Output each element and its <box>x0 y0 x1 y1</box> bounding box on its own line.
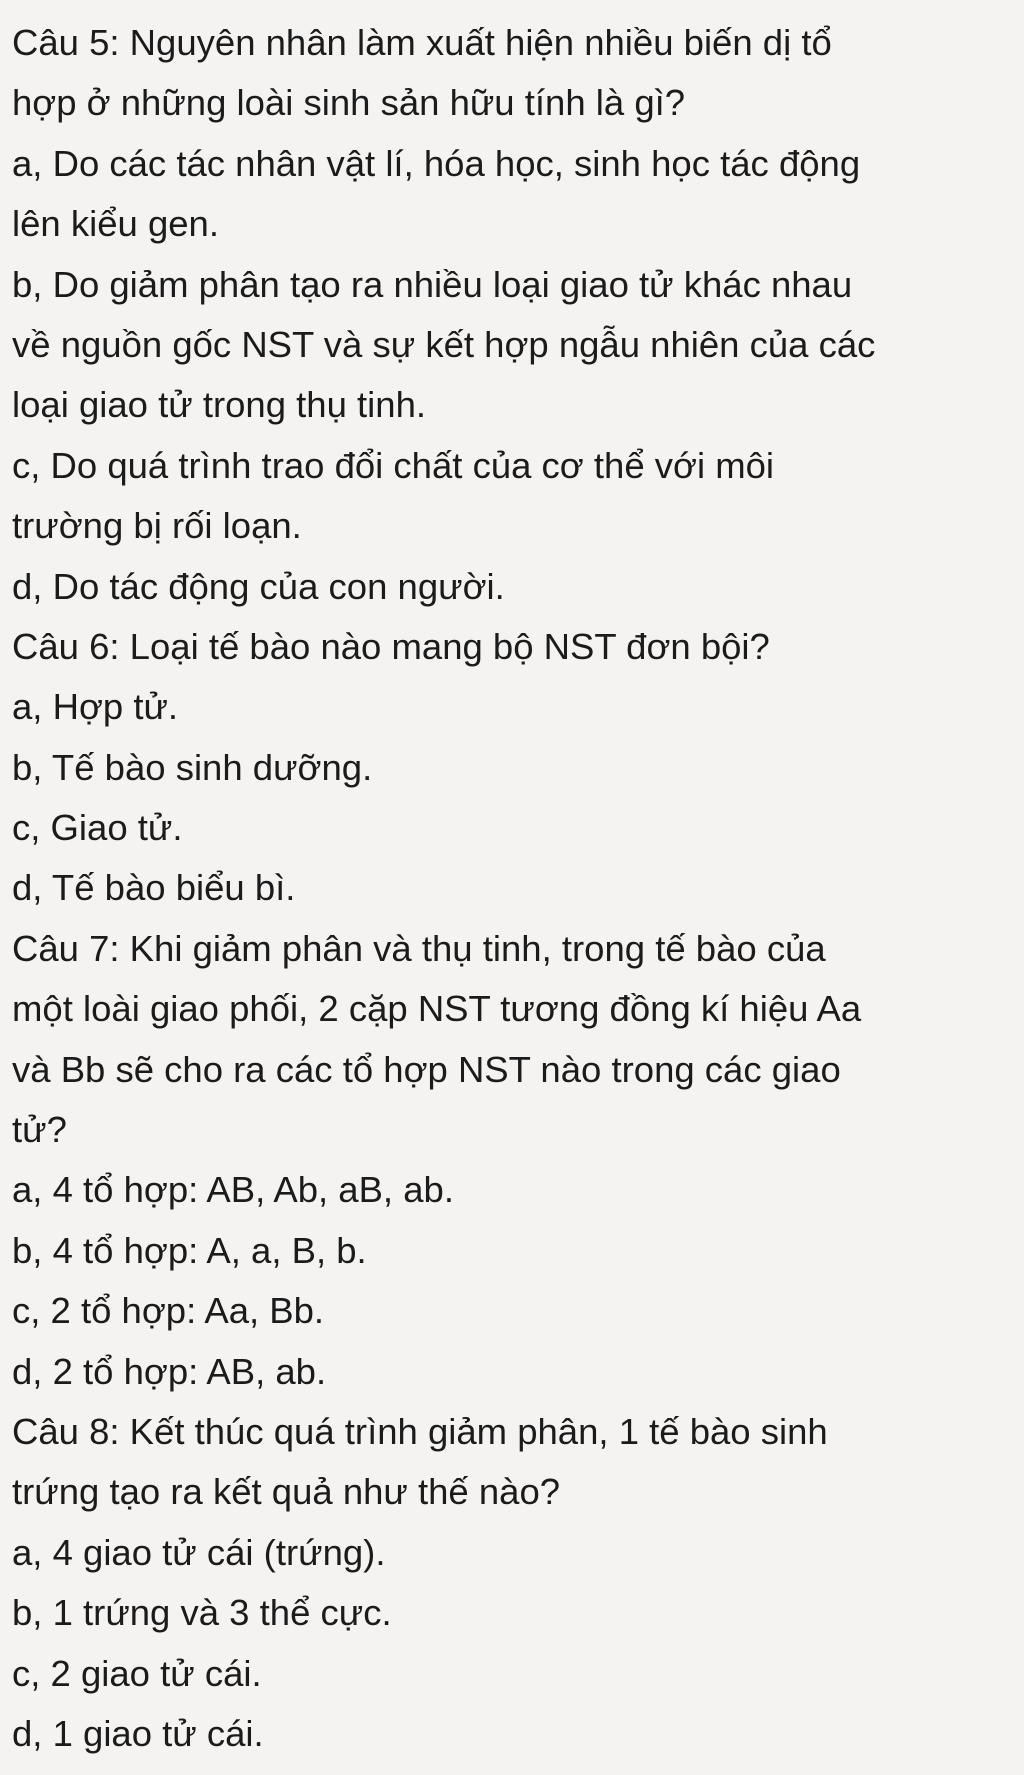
question-5-option-a-line-2: lên kiểu gen. <box>12 203 219 245</box>
question-7-option-d: d, 2 tổ hợp: AB, ab. <box>12 1350 327 1392</box>
question-5-text-line-2: hợp ở những loài sinh sản hữu tính là gì? <box>12 82 686 124</box>
question-7-option-a: a, 4 tổ hợp: AB, Ab, aB, ab. <box>12 1169 454 1211</box>
question-6-option-c: c, Giao tử. <box>12 807 183 849</box>
question-8-text-line-1: Câu 8: Kết thúc quá trình giảm phân, 1 tế bào sinh <box>12 1410 828 1452</box>
question-8-option-a: a, 4 giao tử cái (trứng). <box>12 1531 386 1573</box>
question-8-option-c: c, 2 giao tử cái. <box>12 1652 262 1694</box>
question-5-option-b-line-2: về nguồn gốc NST và sự kết hợp ngẫu nhiên của các <box>12 323 876 365</box>
question-7-text-line-4: tử? <box>12 1109 67 1151</box>
question-7-option-c: c, 2 tổ hợp: Aa, Bb. <box>12 1290 325 1332</box>
question-7-text-line-2: một loài giao phối, 2 cặp NST tương đồng kí hiệu Aa <box>12 988 862 1030</box>
question-5-option-c-line-1: c, Do quá trình trao đổi chất của cơ thể với môi <box>12 444 775 486</box>
question-5 <box>12 13 984 617</box>
question-7-text-line-3: và Bb sẽ cho ra các tổ hợp NST nào trong các giao <box>12 1048 841 1090</box>
question-6-option-b: b, Tế bào sinh dưỡng. <box>12 746 373 788</box>
question-8 <box>12 1402 984 1764</box>
question-5-text-line-1: Câu 5: Nguyên nhân làm xuất hiện nhiều biến dị tổ <box>12 22 832 63</box>
question-5-option-a-line-1: a, Do các tác nhân vật lí, hóa học, sinh học tác động <box>12 142 861 184</box>
question-7-text-line-1: Câu 7: Khi giảm phân và thụ tinh, trong tế bào của <box>12 927 826 969</box>
question-8-option-d: d, 1 giao tử cái. <box>12 1712 264 1754</box>
question-8-text-line-2: trứng tạo ra kết quả như thế nào? <box>12 1471 561 1513</box>
question-6-option-d: d, Tế bào biểu bì. <box>12 867 296 909</box>
question-6-text: Câu 6: Loại tế bào nào mang bộ NST đơn bội? <box>12 625 770 667</box>
question-5-option-d: d, Do tác động của con người. <box>12 565 505 607</box>
question-5-option-b-line-3: loại giao tử trong thụ tinh. <box>12 384 427 426</box>
question-6-option-a: a, Hợp tử. <box>12 686 179 728</box>
question-5-option-c-line-2: trường bị rối loạn. <box>12 505 302 547</box>
question-6 <box>12 617 984 919</box>
question-7 <box>12 919 984 1402</box>
question-5-option-b-line-1: b, Do giảm phân tạo ra nhiều loại giao tử khác nhau <box>12 263 853 305</box>
question-7-option-b: b, 4 tổ hợp: A, a, B, b. <box>12 1229 367 1271</box>
question-8-option-b: b, 1 trứng và 3 thể cực. <box>12 1592 392 1634</box>
